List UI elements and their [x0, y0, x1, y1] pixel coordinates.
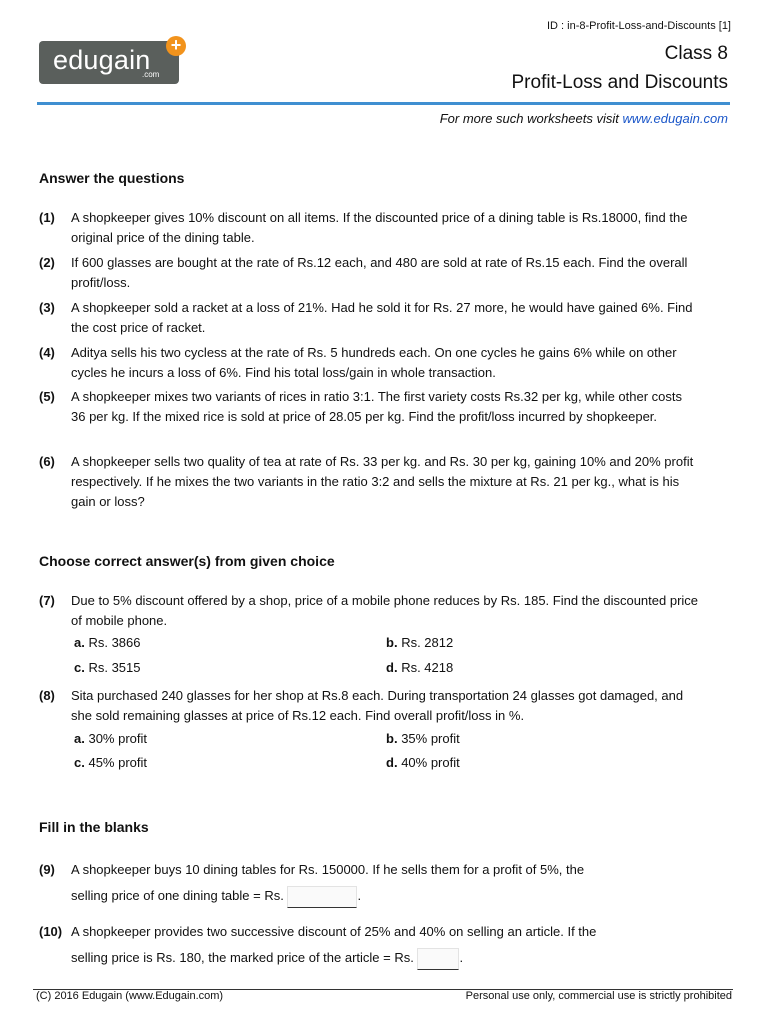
logo-com: .com — [142, 70, 160, 79]
footer-notice: Personal use only, commercial use is strictly prohibited — [465, 990, 732, 1002]
question-text: A shopkeeper mixes two variants of rices in ratio 3:1. The first variety costs Rs.32 per kg, while other costs 36 per kg. If the mixed rice is sold at price of 28.05 per kg. Find the profit/loss incurred by shopkeeper. — [71, 389, 683, 424]
question-6 — [39, 452, 699, 512]
question-text: Due to 5% discount offered by a shop, price of a mobile phone reduces by Rs. 185. Find the discounted price of mobile phone. — [71, 593, 699, 628]
question-2 — [39, 253, 699, 293]
question-text-line2: selling price is Rs. 180, the marked price of the article = Rs. . — [71, 945, 699, 971]
edugain-logo[interactable] — [39, 41, 179, 84]
question-5 — [39, 387, 699, 427]
question-7 — [39, 591, 699, 631]
question-9 — [39, 857, 699, 909]
option-c[interactable]: c. 45% profit — [74, 755, 148, 770]
footer-copyright: (C) 2016 Edugain (www.Edugain.com) — [36, 990, 224, 1002]
question-4 — [39, 343, 699, 383]
option-a[interactable]: a. Rs. 3866 — [74, 635, 141, 650]
option-d[interactable]: d. Rs. 4218 — [386, 660, 454, 675]
section-heading-choice: Choose correct answer(s) from given choice — [39, 553, 335, 569]
logo-text: edugain — [53, 45, 151, 75]
question-3 — [39, 298, 699, 338]
question-number: (10) — [39, 924, 63, 939]
plus-icon: + — [166, 36, 186, 56]
answer-blank[interactable] — [287, 886, 357, 908]
visit-line — [440, 111, 728, 126]
question-number: (1) — [39, 210, 55, 225]
answer-blank[interactable] — [417, 948, 459, 970]
question-number: (9) — [39, 862, 55, 877]
edugain-link[interactable]: www.edugain.com — [622, 111, 728, 126]
topic-title: Profit-Loss and Discounts — [511, 72, 728, 93]
question-text: A shopkeeper gives 10% discount on all items. If the discounted price of a dining table is Rs.18000, find the original price of the dining table. — [71, 210, 688, 245]
question-number: (5) — [39, 389, 55, 404]
question-number: (8) — [39, 688, 55, 703]
question-text: A shopkeeper sold a racket at a loss of 21%. Had he sold it for Rs. 27 more, he would have gained 6%. Find the cost price of racket. — [71, 300, 693, 335]
question-number: (4) — [39, 345, 55, 360]
question-text-line1: A shopkeeper buys 10 dining tables for Rs. 150000. If he sells them for a profit of 5%, the — [71, 862, 585, 877]
section-heading-answer: Answer the questions — [39, 170, 185, 186]
question-text: If 600 glasses are bought at the rate of Rs.12 each, and 480 are sold at rate of Rs.15 each. Find the overall profit/loss. — [71, 255, 688, 290]
option-c[interactable]: c. Rs. 3515 — [74, 660, 141, 675]
section-heading-fill: Fill in the blanks — [39, 819, 149, 835]
class-title: Class 8 — [664, 43, 728, 64]
header-divider — [37, 102, 730, 105]
document-id: ID : in-8-Profit-Loss-and-Discounts [1] — [546, 20, 731, 32]
question-text: Sita purchased 240 glasses for her shop at Rs.8 each. During transportation 24 glasses got damaged, and she sold remaining glasses at price of Rs.12 each. Find overall profit/loss in %. — [71, 688, 684, 723]
question-text-line1: A shopkeeper provides two successive discount of 25% and 40% on selling an article. If the — [71, 924, 597, 939]
question-number: (6) — [39, 454, 55, 469]
question-text: A shopkeeper sells two quality of tea at rate of Rs. 33 per kg. and Rs. 30 per kg, gaining 10% and 20% profit respectively. If he mixes the two variants in the ratio 3:2 and sells the mixture at Rs. 21 per kg., what is his gain or loss? — [71, 454, 694, 509]
question-text: Aditya sells his two cycless at the rate of Rs. 5 hundreds each. On one cycles he gains 6% while on other cycles he incurs a loss of 6%. Find his total loss/gain in whole transaction. — [71, 345, 677, 380]
option-a[interactable]: a. 30% profit — [74, 731, 148, 746]
question-number: (2) — [39, 255, 55, 270]
question-8 — [39, 686, 699, 726]
question-number: (7) — [39, 593, 55, 608]
question-1 — [39, 208, 699, 248]
option-d[interactable]: d. 40% profit — [386, 755, 460, 770]
question-number: (3) — [39, 300, 55, 315]
visit-prefix: For more such worksheets visit — [439, 111, 623, 126]
question-text-line2: selling price of one dining table = Rs. . — [71, 883, 699, 909]
question-10 — [39, 919, 699, 971]
option-b[interactable]: b. Rs. 2812 — [386, 635, 454, 650]
option-b[interactable]: b. 35% profit — [386, 731, 460, 746]
